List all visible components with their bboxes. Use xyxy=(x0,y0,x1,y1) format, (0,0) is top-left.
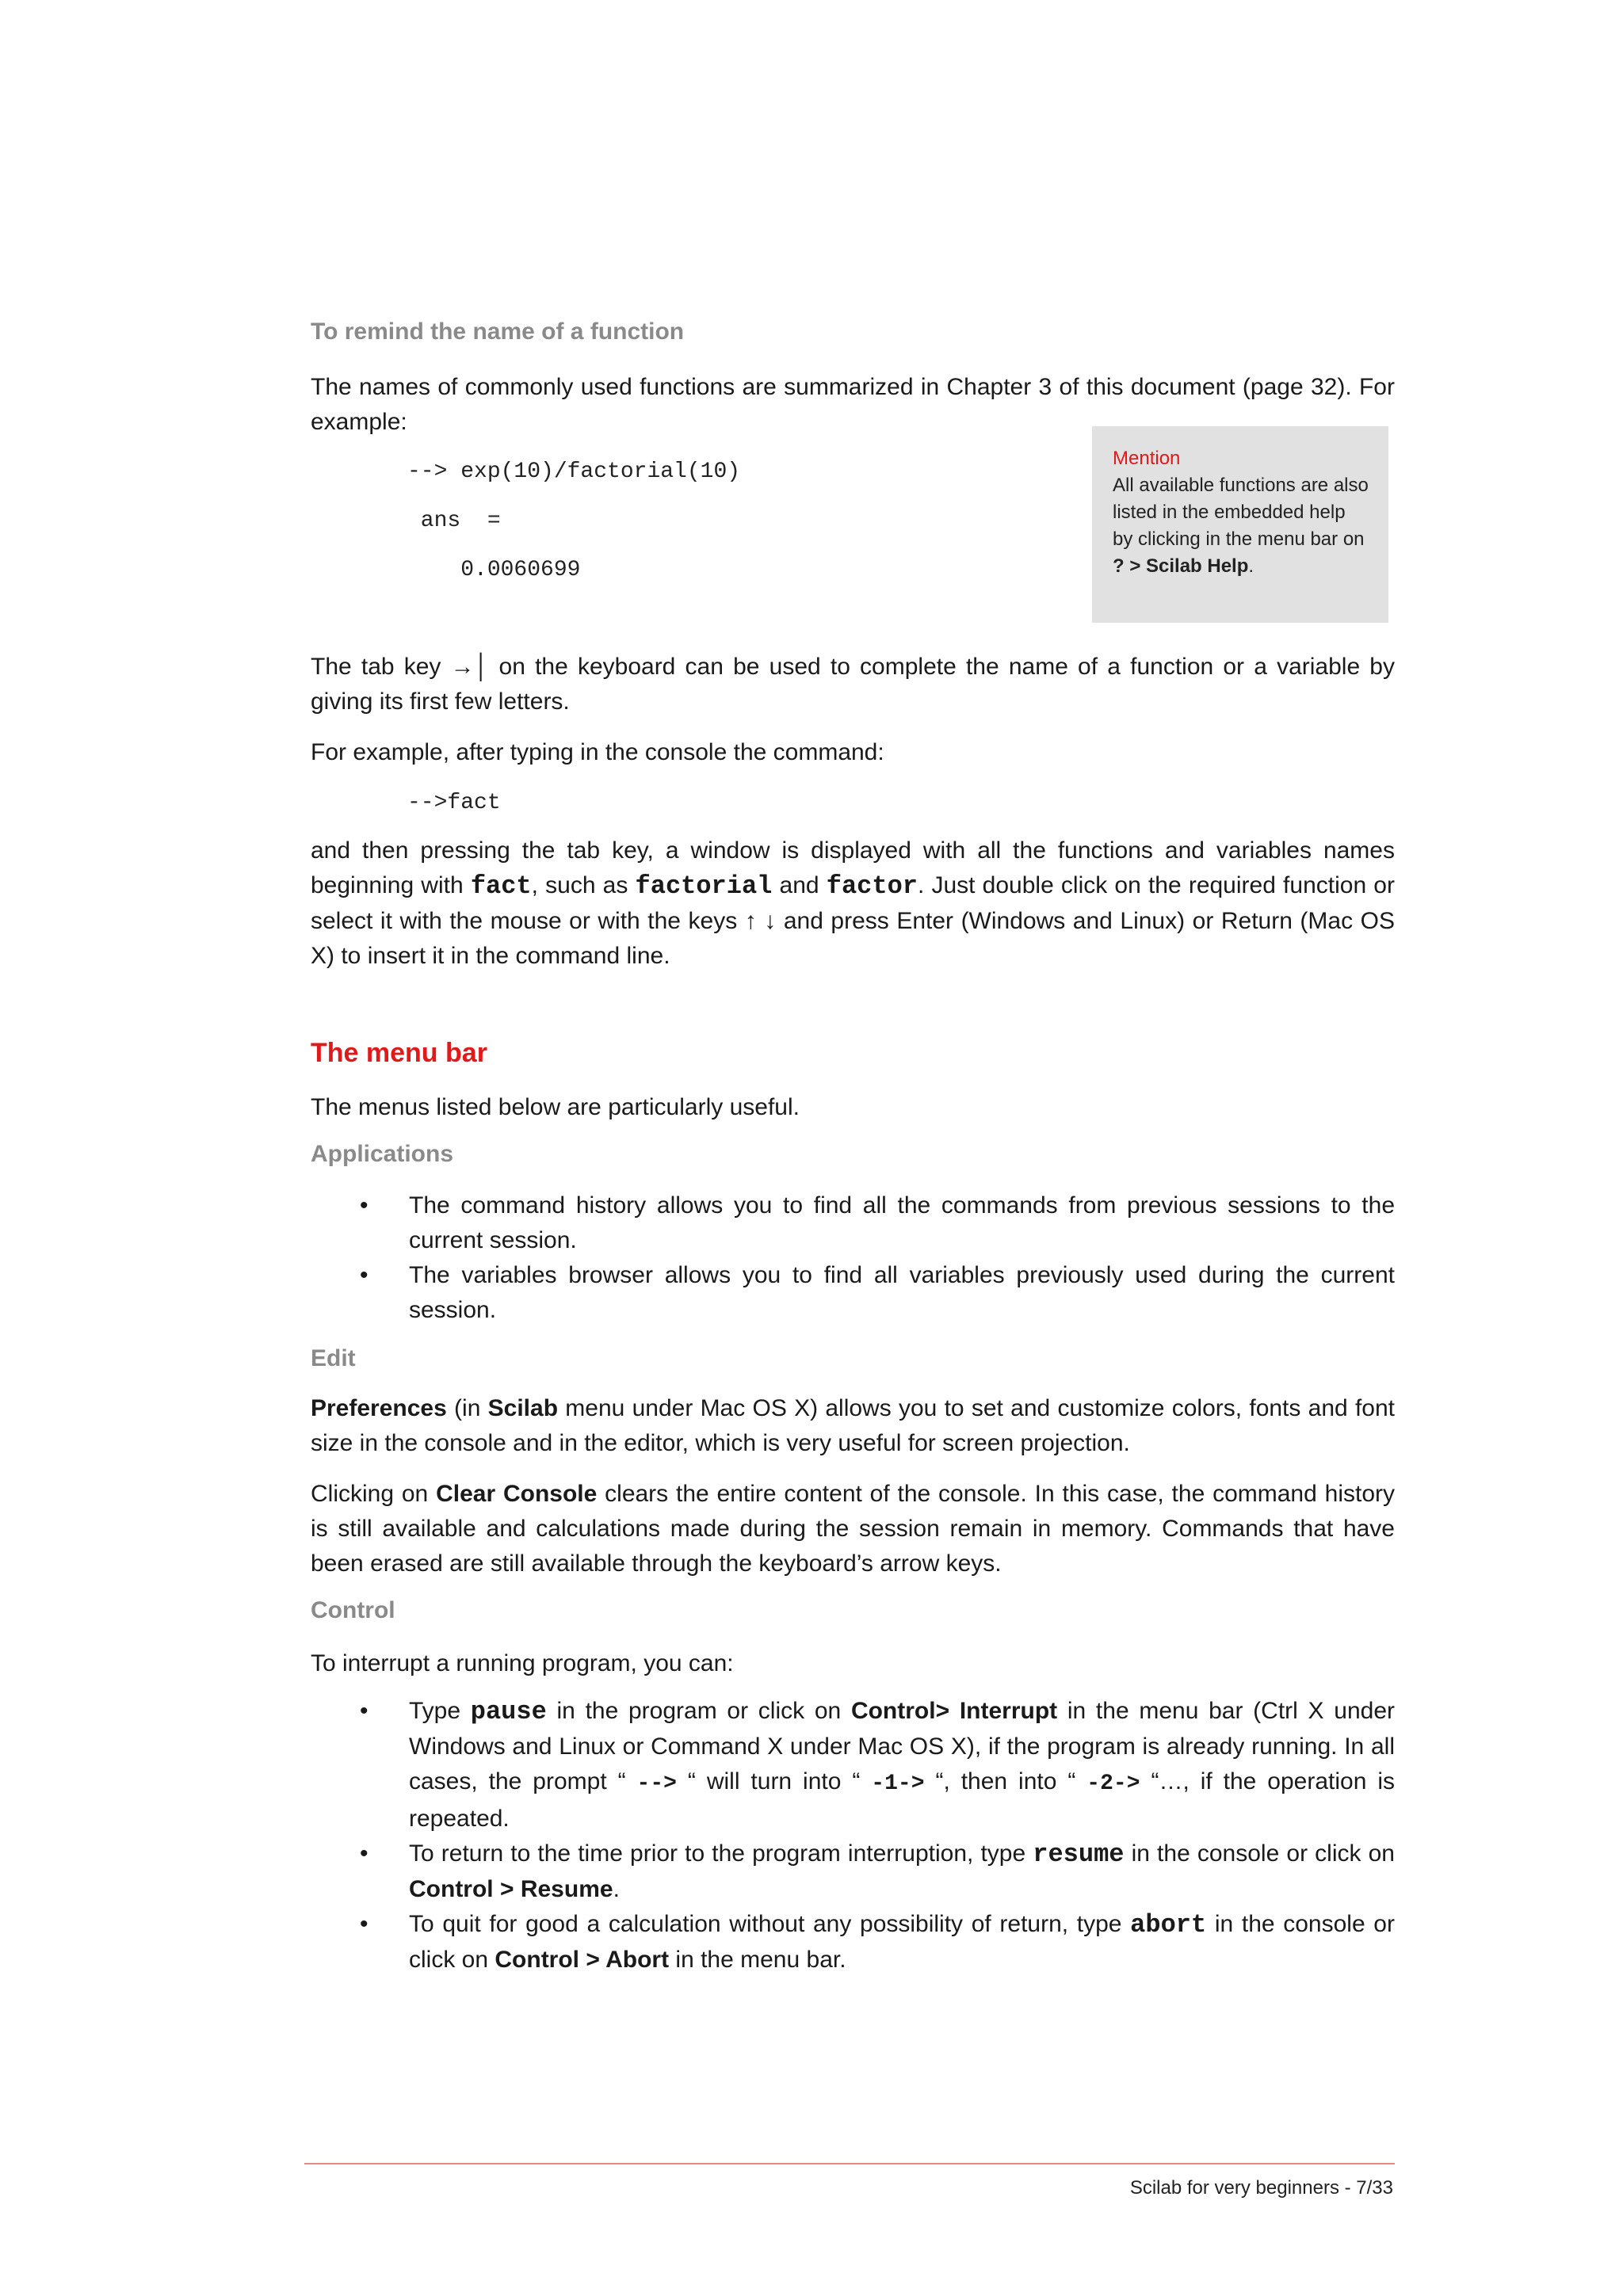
paragraph-tab-completion: and then pressing the tab key, a window is displayed with all the functions and variables names beginning with fact, such as factorial and factor. Just double click on the required function or select it with the mouse or with the keys ↑ ↓ and press Enter (Windows and Linux) or Return (Mac OS X) to insert it in the command line. xyxy=(311,837,1395,969)
list-item: • To quit for good a calculation without any possibility of return, type abort in the console or click on Control > Abort in the menu bar. xyxy=(409,1907,1395,1978)
aside-text: All available functions are also listed in the embedded help by clicking in the menu bar on ? > Scilab Help. xyxy=(1113,475,1369,577)
label-applications: Applications xyxy=(311,1141,454,1167)
paragraph-interrupt-intro: To interrupt a running program, you can: xyxy=(311,1650,734,1676)
paragraph-example: For example, after typing in the console the command: xyxy=(311,739,884,765)
aside-title: Mention xyxy=(1113,448,1181,469)
code-line-3: 0.0060699 xyxy=(407,558,581,582)
label-control: Control xyxy=(311,1597,395,1623)
paragraph-clear-console: Clicking on Clear Console clears the entire content of the console. In this case, the command history is still available and calculations made during the session remain in memory. Commands that have been erased are still available through the keyboard’s arrow keys. xyxy=(311,1481,1395,1577)
code-line-1: --> exp(10)/factorial(10) xyxy=(407,460,741,484)
bullet-icon: • xyxy=(360,1911,369,1937)
mention-aside xyxy=(1092,426,1388,623)
label-edit: Edit xyxy=(311,1345,356,1371)
bullet-icon: • xyxy=(360,1840,369,1867)
list-item: • To return to the time prior to the program interruption, type resume in the console or click on Control > Resume. xyxy=(409,1836,1395,1907)
list-item: • The variables browser allows you to find all variables previously used during the current session. xyxy=(409,1258,1395,1328)
bullet-icon: • xyxy=(360,1192,369,1219)
applications-list xyxy=(360,1188,1395,1328)
paragraph-intro: The names of commonly used functions are summarized in Chapter 3 of this document (page 32). For example: xyxy=(311,374,1395,435)
code-line-2: ans = xyxy=(407,509,501,533)
section-heading-remind-function: To remind the name of a function xyxy=(311,318,685,345)
code-fact: -->fact xyxy=(407,791,501,815)
control-list xyxy=(360,1694,1396,1978)
paragraph-menus-intro: The menus listed below are particularly useful. xyxy=(311,1094,800,1120)
paragraph-tab-key: The tab key →│ on the keyboard can be used to complete the name of a function or a variable by giving its first few letters. xyxy=(311,654,1395,715)
footer-page-info: Scilab for very beginners - 7/33 xyxy=(1129,2177,1393,2199)
footer-divider xyxy=(304,2163,1395,2164)
paragraph-preferences: Preferences (in Scilab menu under Mac OS X) allows you to set and customize colors, fonts and font size in the console and in the editor, which is very useful for screen projection. xyxy=(311,1395,1395,1456)
tab-key-icon: →│ xyxy=(450,654,490,680)
list-item: • Type pause in the program or click on Control> Interrupt in the menu bar (Ctrl X under Windows and Linux or Command X under Mac OS X), if the program is already running. In all cases, the prompt “ --> “ will turn into “ -1-> “, then into “ -2-> “…, if the operation is repeated. xyxy=(409,1694,1395,1836)
bullet-icon: • xyxy=(360,1262,369,1288)
bullet-icon: • xyxy=(360,1698,369,1724)
section-heading-menu-bar: The menu bar xyxy=(311,1038,487,1068)
list-item: • The command history allows you to find all the commands from previous sessions to the current session. xyxy=(409,1188,1395,1258)
